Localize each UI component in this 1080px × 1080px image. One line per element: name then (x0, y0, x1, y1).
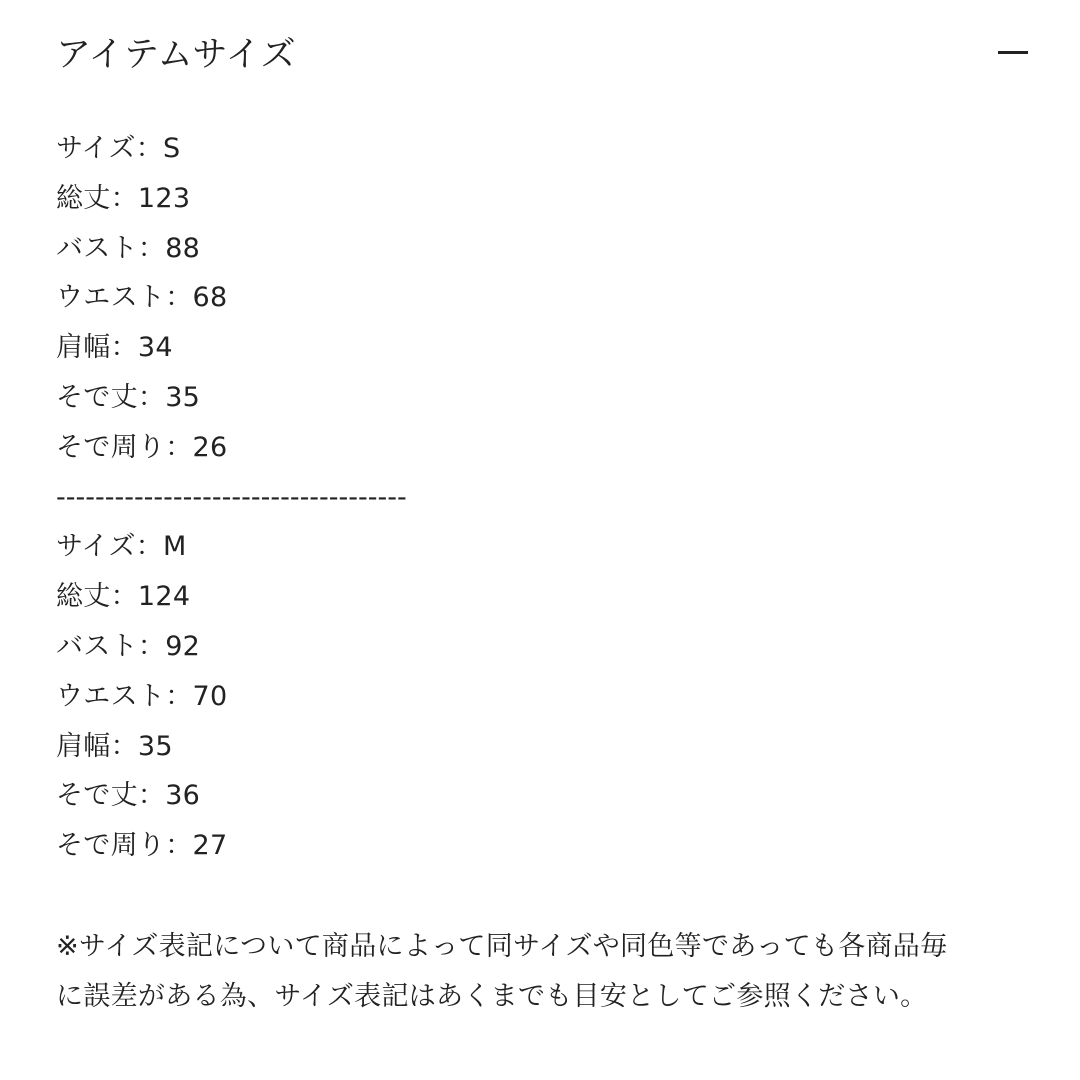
size-spec-list (56, 124, 996, 871)
accordion-title: アイテムサイズ (56, 35, 297, 75)
spec-line-sleeve-length-s: そで丈：35 (56, 381, 201, 413)
spec-line-sleeve-length-m: そで丈：36 (56, 780, 201, 812)
size-note: ※サイズ表記について商品によって同サイズや同色等であっても各商品毎に誤差がある為、サイズ表記はあくまでも目安としてご参照ください。 (56, 931, 948, 1012)
spec-line-size-s: サイズ：S (56, 133, 181, 164)
separator-line: ------------------------------------ (56, 481, 407, 513)
spec-line-shoulder-s: 肩幅：34 (56, 332, 173, 364)
spec-line-shoulder-m: 肩幅：35 (56, 730, 173, 762)
spec-line-bust-m: バスト：92 (56, 630, 201, 662)
spec-line-total-length-m: 総丈：124 (56, 581, 191, 613)
minus-icon[interactable] (996, 36, 1028, 68)
spec-line-waist-m: ウエスト：70 (56, 680, 228, 712)
accordion-header[interactable] (56, 24, 1028, 80)
minus-icon-bar (998, 51, 1028, 54)
spec-line-sleeve-circumference-m: そで周り：27 (56, 830, 228, 862)
spec-line-waist-s: ウエスト：68 (56, 282, 228, 314)
spec-line-size-m: サイズ：M (56, 531, 187, 563)
spec-line-bust-s: バスト：88 (56, 232, 201, 264)
spec-line-sleeve-circumference-s: そで周り：26 (56, 431, 228, 463)
spec-line-total-length-s: 総丈：123 (56, 182, 191, 214)
